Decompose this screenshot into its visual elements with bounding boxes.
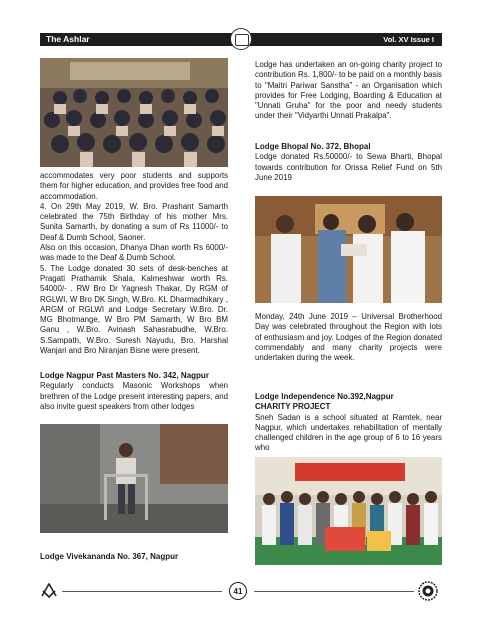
brotherhood-paragraph: Monday, 24th June 2019 – Universal Brotherhood Day was celebrated throughout the Region with lots of enthusiasm and joy. Lodges of the Region donated commendably and many charity projects were undertaken during the week. [255,312,442,363]
item-4-paragraph: 4. On 29th May 2019, W. Bro. Prashant Samarth celebrated the 75th Birthday of his mother Mrs. Sunita Samarth, by donating a sum of Rs 11000/- to Deaf & Dumb School, Saoner. [40,201,228,242]
independence-section [255,392,442,454]
heading-past-masters: Lodge Nagpur Past Masters No. 342, Nagpur [40,371,209,380]
vivekananda-section [40,552,228,562]
lodge-emblem-icon [230,28,252,50]
charity-project-subheading: CHARITY PROJECT [255,402,331,412]
heading-bhopal: Lodge Bhopal No. 372, Bhopal [255,142,371,151]
left-column-text [40,171,228,356]
page-number: 41 [229,582,247,600]
heading-independence: Lodge Independence No.392,Nagpur [255,392,394,401]
maitri-section [255,60,442,122]
group-photo [255,457,442,565]
magazine-title: The Ashlar [46,34,90,44]
footer-rule-right [254,591,414,592]
bhopal-section [255,142,442,183]
past-masters-section [40,371,228,412]
item-5-paragraph: 5. The Lodge donated 30 sets of desk-benches at Pragati Prathamik Shala, Kalmeshwar worth Rs. 54000/- . RW Bro Dr Yagnesh Thakar, Dy RGM of RGLWI, W Bro DK Singh, W.Bro. KL Dharmadhikary , ARGM of RGLWI and Lodge Secretary W.Bro. Dr. MG Bhotmange, W Bro PM Samarth, W Bro BM Ganu , W.Bro. Avinash Sahasrabudhe, W.Bro. S.Sampath, W.Bro. Suresh Nayudu, Bro. Harshal Wanjari and Bro Niranjan Bisne were present. [40,263,228,356]
independence-body: Sneh Sadan is a school situated at Ramtek, near Nagpur, which undertakes rehabilitation of mentally challenged children in the age group of 6 to 16 years who [255,412,442,453]
classroom-photo [40,58,228,167]
page-header [40,33,442,46]
item-4b-paragraph: Also on this occasion, Dhanya Dhan worth Rs 6000/- was made to the Deaf & Dumb School. [40,243,228,263]
square-compass-icon [40,582,58,600]
heading-vivekananda: Lodge Vivekananda No. 367, Nagpur [40,552,179,561]
continuation-paragraph: accommodates very poor students and supports them for higher education, and provides free food and accommodation. [40,171,228,201]
bhopal-body: Lodge donated Rs.50000/- to Sewa Bharti, Bhopal towards contribution for Orissa Relief Fund on 5th June 2019 [255,152,442,182]
walker-photo [40,424,228,533]
cheque-handover-photo [255,196,442,303]
maitri-paragraph: Lodge has undertaken an on-going charity project to contribution Rs. 1,800/- to be paid on a monthly basis to "Maitri Pariwar Sanstha" - an Organisation which provides for Free Lodging, Boarding & Education at "Unnati Gruha" for the poor and needy students under their "Vidyarthi Unnati Prakalpa". [255,60,442,121]
footer-rule-left [62,591,222,592]
issue-label: Vol. XV Issue I [383,34,434,44]
seal-emblem-icon [418,581,438,601]
brotherhood-section [255,312,442,363]
past-masters-body: Regularly conducts Masonic Workshops when brethren of the Lodge present interesting papers, and also invite guest speakers from other lodges [40,381,228,411]
